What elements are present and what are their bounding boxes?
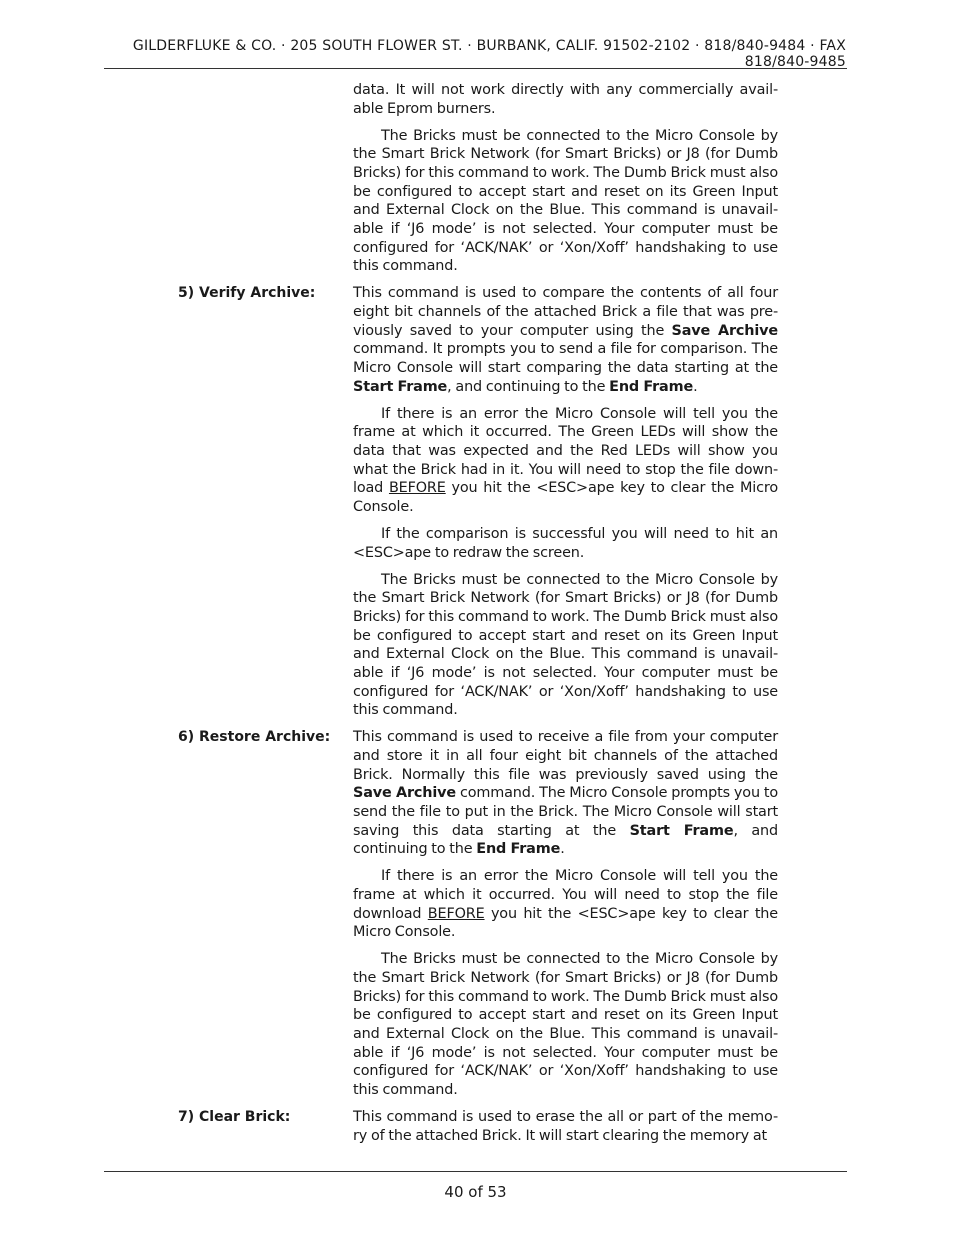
header-rule	[104, 68, 847, 69]
underlined-term: BEFORE	[388, 480, 446, 497]
restore-paragraph-2	[353, 867, 778, 942]
page-header: GILDERFLUKE & CO. · 205 SOUTH FLOWER ST. · BURBANK, CALIF. 91502-2102 · 818/840-9484 · FAX 818/840-9485	[132, 38, 846, 70]
text-run: command. The Micro Console prompts you to send the file to put in the Brick. The Micro Console will start saving this data starting at the	[353, 785, 778, 839]
text-run: , and continuing to the	[353, 822, 778, 858]
clear-brick-section	[0, 1108, 954, 1145]
verify-paragraph-3: If the comparison is successful you will need to hit an <ESC>ape to redraw the screen.	[353, 526, 778, 561]
clear-brick-label: 7) Clear Brick:	[178, 1108, 291, 1125]
bold-term: Start Frame	[629, 822, 734, 839]
page-body	[0, 81, 954, 1154]
text-run: This command is used to compare the contents of all four eight bit channels of the attached Brick a file that was pre-viously saved to your computer using the	[353, 285, 778, 339]
restore-archive-label: 6) Restore Archive:	[178, 729, 331, 746]
text-run: you hit the <ESC>ape key to clear the Micro Console.	[353, 480, 779, 515]
text-run: , and continuing to the	[447, 378, 610, 395]
verify-archive-section	[0, 284, 954, 720]
text-run: This command is used to receive a file from your computer and store it in all four eight bit channels of the attached Brick. Normally this file was previously saved using the	[353, 729, 778, 783]
verify-archive-label: 5) Verify Archive:	[178, 285, 316, 302]
restore-archive-section	[0, 728, 954, 1099]
text-run: command. It prompts you to send a file for comparison. The Micro Console will start comparing the data starting at the	[353, 341, 778, 376]
intro-paragraph-2: The Bricks must be connected to the Micro Console by the Smart Brick Network (for Smart Bricks) or J8 (for Dumb Bricks) for this command to work. The Dumb Brick must also be configured to accept start and reset on its Green Input and External Clock on the Blue. This command is unavail-able if ‘J6 mode’ is not selected. Your computer must be configured for ‘ACK/NAK’ or ‘Xon/Xoff’ handshaking to use this command.	[353, 127, 778, 275]
verify-paragraph-2	[353, 405, 778, 517]
intro-section	[0, 81, 954, 276]
bold-term: End Frame	[476, 841, 561, 858]
clear-paragraph-1: This command is used to erase the all or part of the memo-ry of the attached Brick. It will start clearing the memory at	[353, 1108, 778, 1144]
page-number: 40 of 53	[444, 1183, 507, 1201]
text-run: you hit the <ESC>ape key to clear the Micro Console.	[353, 905, 778, 941]
text-run: If there is an error the Micro Console will tell you the frame at which it occurred. You will need to stop the file download	[353, 868, 778, 922]
restore-paragraph-3: The Bricks must be connected to the Micro Console by the Smart Brick Network (for Smart Bricks) or J8 (for Dumb Bricks) for this command to work. The Dumb Brick must also be configured to accept start and reset on its Green Input and External Clock on the Blue. This command is unavail-able if ‘J6 mode’ is not selected. Your computer must be configured for ‘ACK/NAK’ or ‘Xon/Xoff’ handshaking to use this command.	[353, 951, 778, 1098]
underlined-term: BEFORE	[427, 905, 485, 922]
restore-paragraph-1	[353, 728, 778, 859]
bold-term: End Frame	[609, 378, 694, 395]
intro-paragraph-1: data. It will not work directly with any commercially avail-able Eprom burners.	[353, 82, 778, 117]
verify-paragraph-4: The Bricks must be connected to the Micro Console by the Smart Brick Network (for Smart Bricks) or J8 (for Dumb Bricks) for this command to work. The Dumb Brick must also be configured to accept start and reset on its Green Input and External Clock on the Blue. This command is unavail-able if ‘J6 mode’ is not selected. Your computer must be configured for ‘ACK/NAK’ or ‘Xon/Xoff’ handshaking to use this command.	[353, 571, 778, 719]
text-run: .	[693, 378, 698, 395]
bold-term: Start Frame	[353, 378, 448, 395]
text-run: .	[560, 841, 565, 858]
text-run: If there is an error the Micro Console will tell you the frame at which it occurred. The Green LEDs will show the data that was expected and the Red LEDs will show you what the Brick had in it. You will need to stop the file down-load	[353, 405, 778, 497]
bold-term: Save Archive	[671, 322, 778, 339]
verify-paragraph-1	[353, 284, 778, 396]
bold-term: Save Archive	[353, 785, 457, 802]
footer-rule	[104, 1171, 847, 1172]
